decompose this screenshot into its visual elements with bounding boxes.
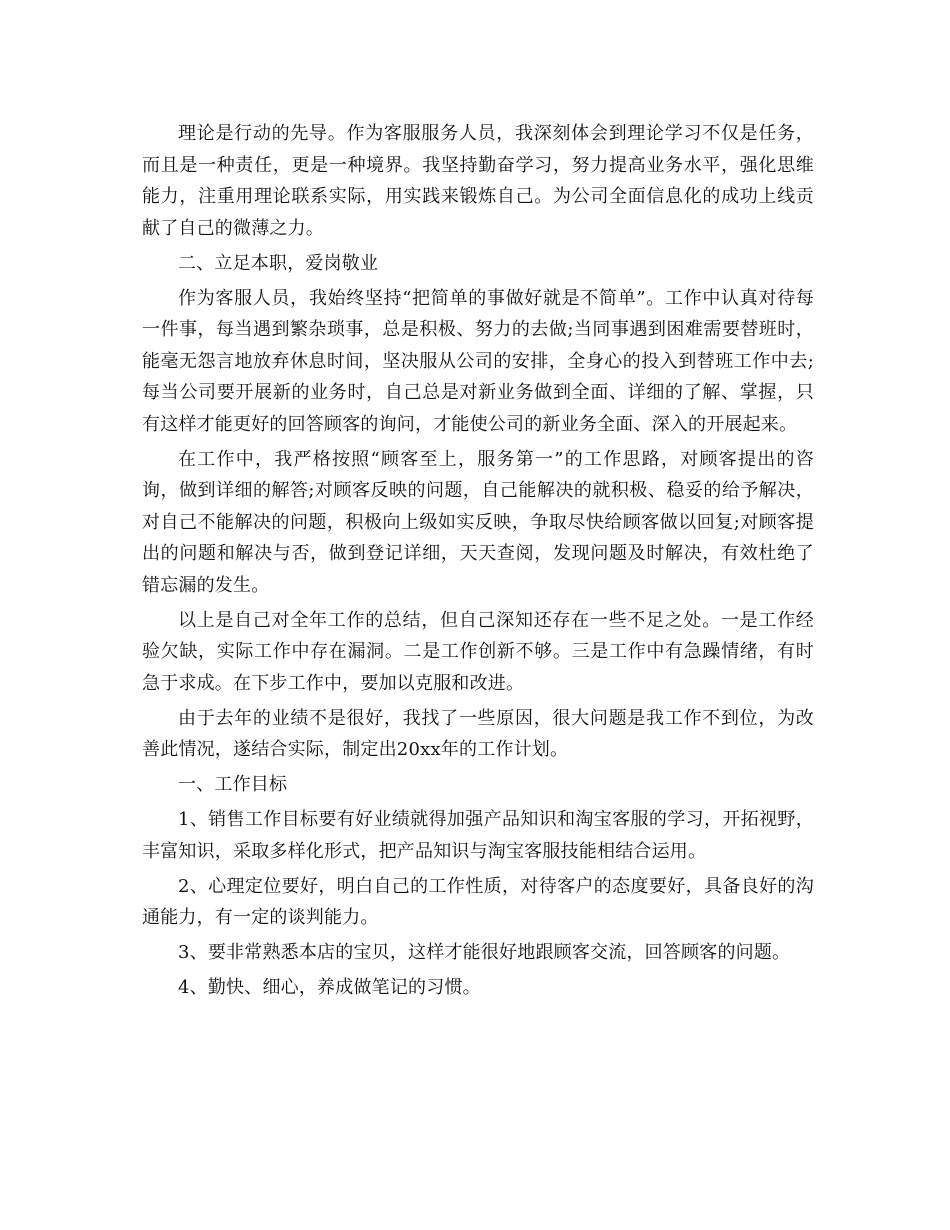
paragraph-work-approach: 在工作中，我严格按照“顾客至上，服务第一”的工作思路，对顾客提出的咨询，做到详细的解答;对顾客反映的问题，自己能解决的就积极、稳妥的给予解决，对自己不能解决的问题，积极向上级如实反映，争取尽快给顾客做以回复;对顾客提出的问题和解决与否，做到登记详细，天天查阅，发现问题及时解决，有效杜绝了错忘漏的发生。 [142,448,814,596]
paragraph-theory: 理论是行动的先导。作为客服服务人员，我深刻体会到理论学习不仅是任务，而且是一种责任，更是一种境界。我坚持勤奋学习，努力提高业务水平，强化思维能力，注重用理论联系实际，用实践来锻炼自己。为公司全面信息化的成功上线贡献了自己的微薄之力。 [142,123,814,239]
list-item-goal-3: 3、要非常熟悉本店的宝贝，这样才能很好地跟顾客交流，回答顾客的问题。 [178,942,791,963]
list-item-goal-2: 2、心理定位要好，明白自己的工作性质，对待客户的态度要好，具备良好的沟通能力，有一定的谈判能力。 [142,875,814,928]
list-item-goal-1: 1、销售工作目标要有好业绩就得加强产品知识和淘宝客服的学习，开拓视野，丰富知识，采取多样化形式，把产品知识与淘宝客服技能相结合运用。 [142,809,814,862]
paragraph-plan-intro: 由于去年的业绩不是很好，我找了一些原因，很大问题是我工作不到位，为改善此情况，遂结合实际，制定出20xx年的工作计划。 [142,707,814,760]
document-body [142,118,814,1007]
section-heading-goals: 一、工作目标 [178,774,288,795]
list-item-goal-4: 4、勤快、细心，养成做笔记的习惯。 [178,977,481,998]
section-heading-dedication: 二、立足本职，爱岗敬业 [178,252,379,274]
paragraph-customer-service: 作为客服人员，我始终坚持“把简单的事做好就是不简单”。工作中认真对待每一件事，每当遇到繁杂琐事，总是积极、努力的去做;当同事遇到困难需要替班时，能毫无怨言地放弃休息时间，坚决服从公司的安排，全身心的投入到替班工作中去;每当公司要开展新的业务时，自己总是对新业务做到全面、详细的了解、掌握，只有这样才能更好的回答顾客的询问，才能使公司的新业务全面、深入的开展起来。 [142,287,814,435]
paragraph-shortcomings: 以上是自己对全年工作的总结，但自己深知还存在一些不足之处。一是工作经验欠缺，实际工作中存在漏洞。二是工作创新不够。三是工作中有急躁情绪，有时急于求成。在下步工作中，要加以克服和改进。 [142,609,814,694]
